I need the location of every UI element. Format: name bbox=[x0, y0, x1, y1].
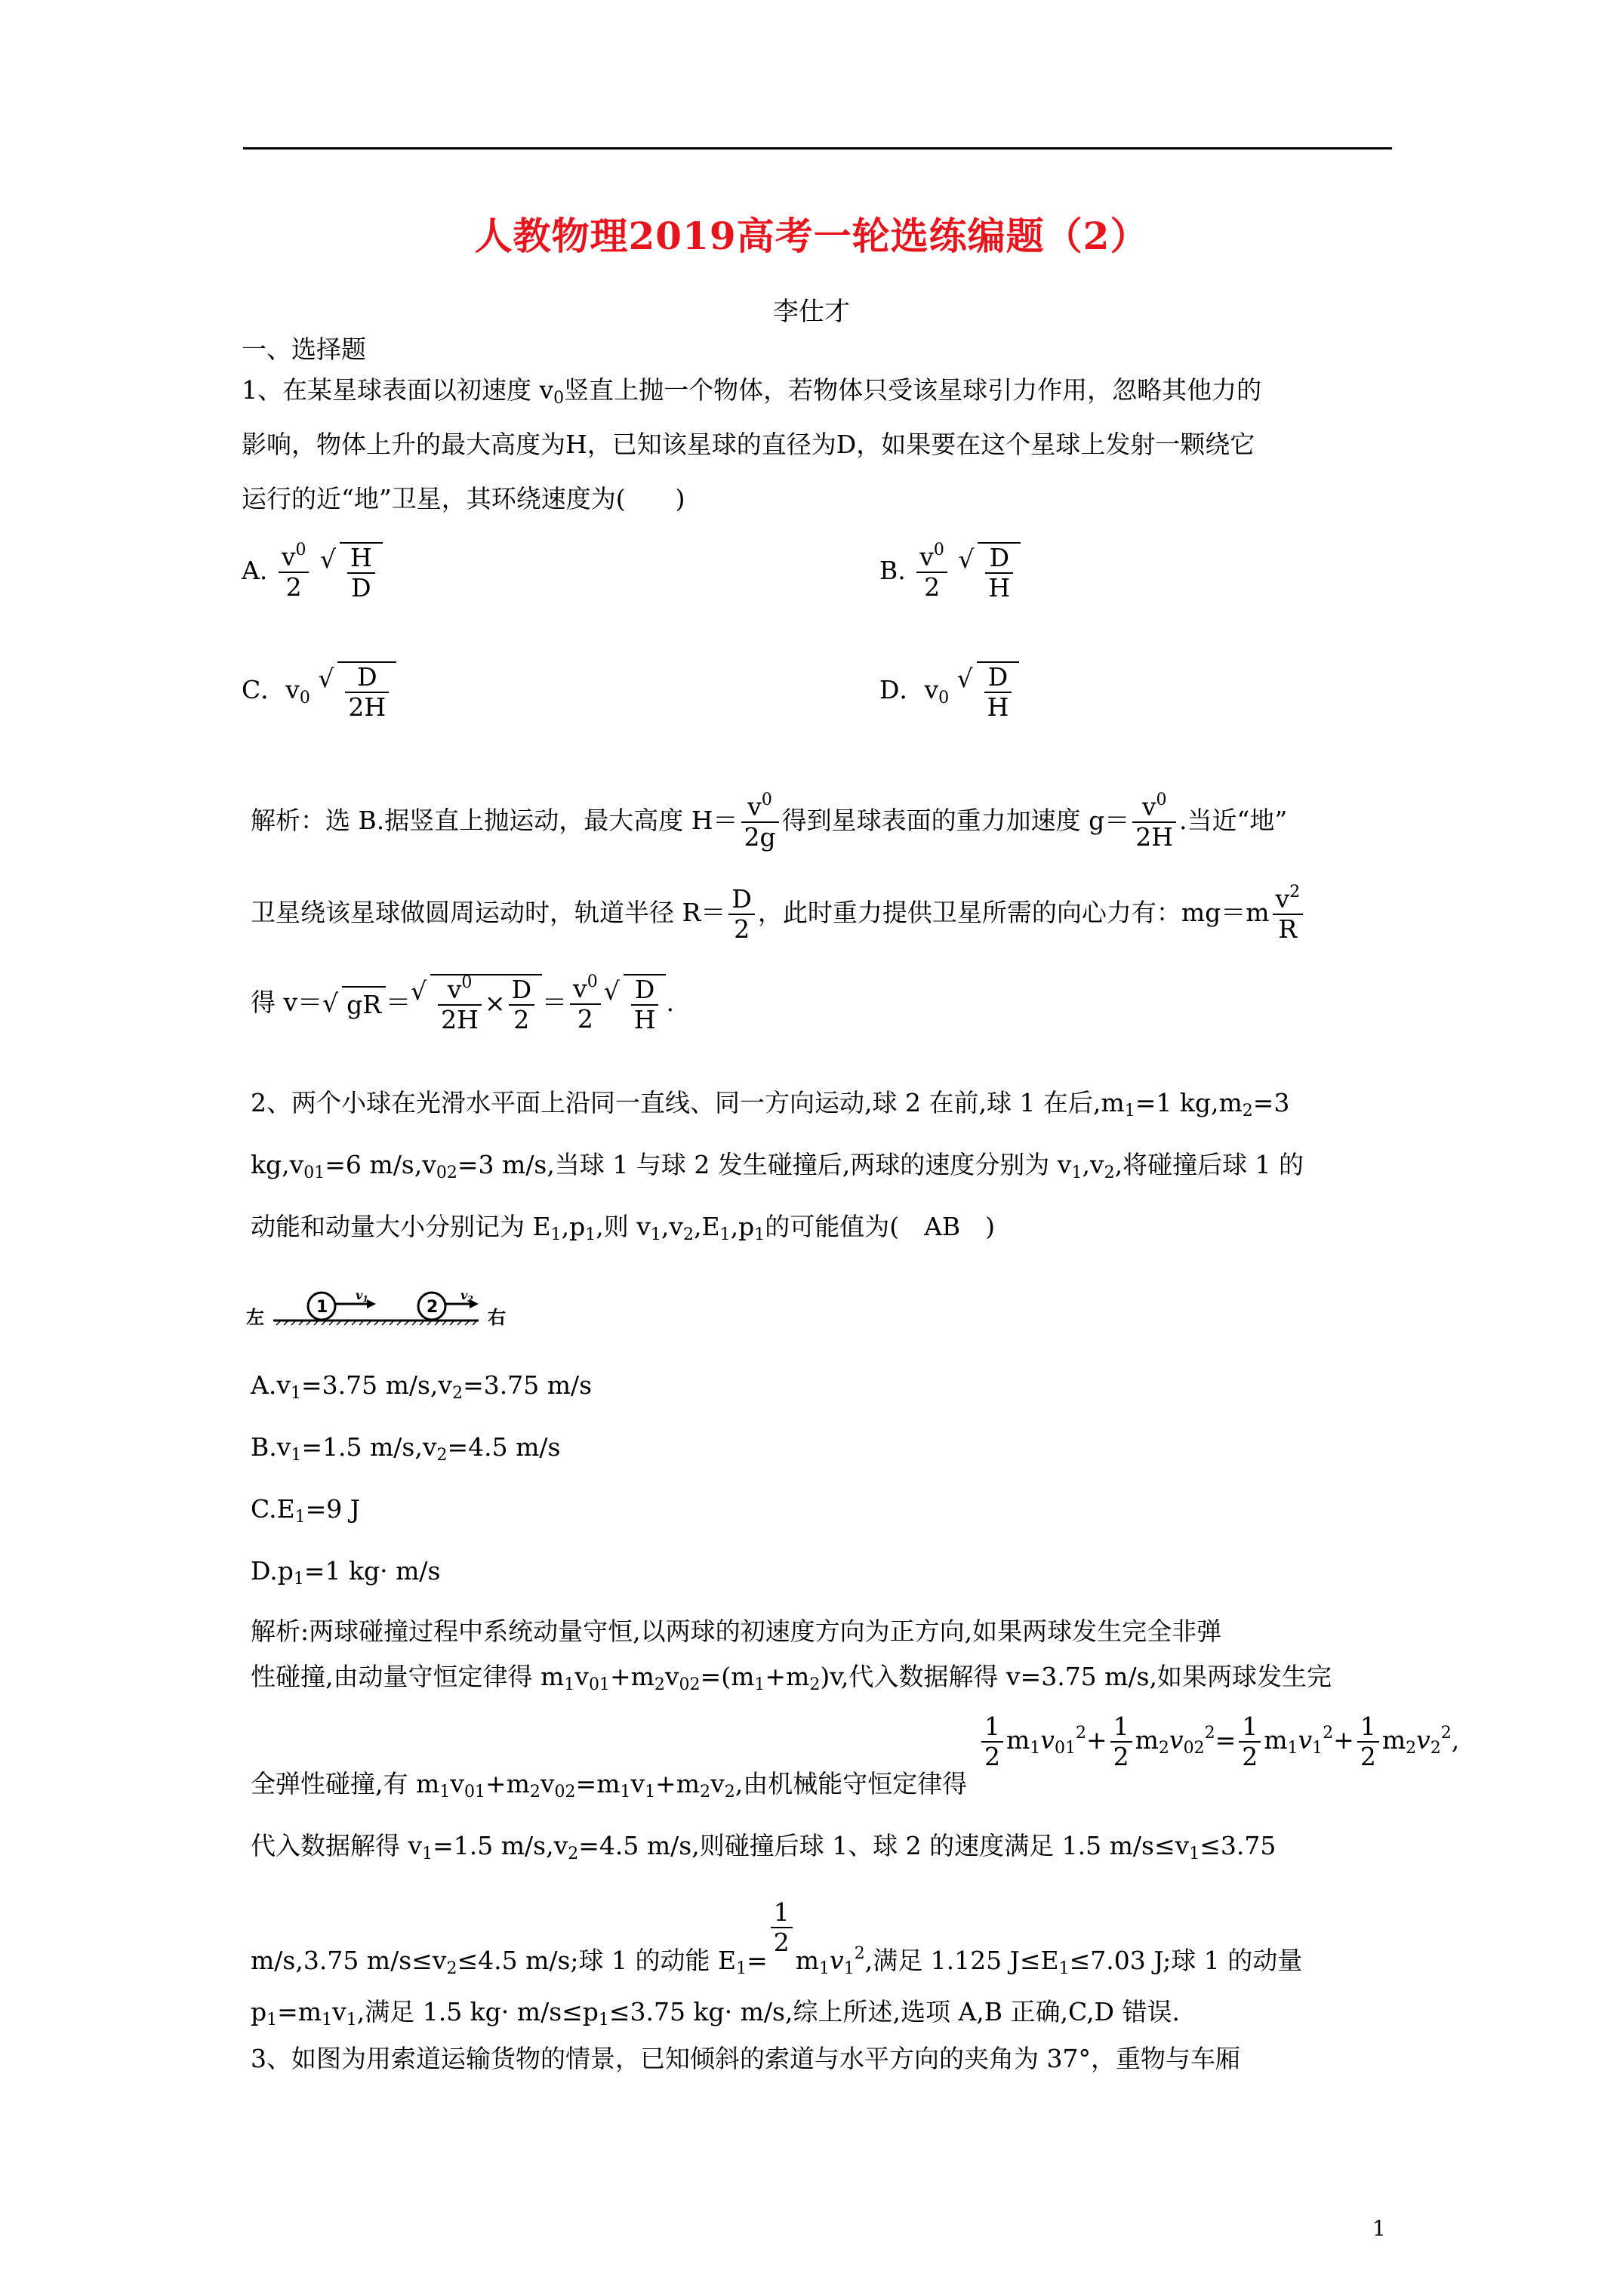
author: 李仕才 bbox=[773, 297, 850, 327]
q1-solution-1: 解析：选 B.据竖直上抛运动，最大高度 H＝ $\frac{v^0}{2g}$ 得到星球表面的重力加速度 g＝ $\frac{v^0}{2H}$ .当近“地” bbox=[251, 791, 1288, 852]
collision-diagram bbox=[246, 1287, 518, 1333]
q2-option-d: $D.p_1=1$ kg· m/s bbox=[251, 1556, 441, 1589]
q2-solution-2: 性碰撞,由动量守恒定律得 $m_1v_{01}+m_2v_{02}=(m_1+m_2)v$,代入数据解得 v=3.75 m/s,如果两球发生完 bbox=[251, 1662, 1332, 1694]
q2-option-b: $B.v_1=1.5$ $m/s,v_2=4.5$ m/s bbox=[251, 1432, 561, 1465]
q1-solution-2: 卫星绕该星球做圆周运动时，轨道半径 R＝ $\frac{D}{2}$ ，此时重力提供卫星所需的向心力有：mg＝m $\frac{v^2}{R}$ bbox=[251, 885, 1306, 944]
q1-solution-3: 得 v＝ √ gR ＝ √ $\frac{v^0}{2H}$ × $\frac{D}{2}$ ＝ $\frac{v^0}{2}$ √ $\frac{D}{H}$ . bbox=[251, 972, 674, 1034]
q2-option-a: $A.v_1=3.75$ $m/s,v_2=3.75$ m/s bbox=[251, 1370, 593, 1403]
section-heading: 一、选择题 bbox=[242, 334, 366, 364]
q2-solution-1: 解析:两球碰撞过程中系统动量守恒,以两球的初速度方向为正方向,如果两球发生完全非弹 bbox=[251, 1616, 1222, 1646]
ball-2-label: 2 bbox=[427, 1298, 439, 1317]
ball-1-label: 1 bbox=[316, 1298, 328, 1317]
q2-option-c: $C.E_1=9$ J bbox=[251, 1494, 361, 1527]
q1-option-a: A. $\frac{v^0}{2}$ √ $\frac{H}{D}$ bbox=[242, 542, 383, 603]
q3-line1: 3、如图为用索道运输货物的情景，已知倾斜的索道与水平方向的夹角为 37°，重物与车厢 bbox=[251, 2044, 1240, 2073]
q2-solution-4: 代入数据解得 $v_1=1.5$ $m/s,v_2=4.5$ m/s,则碰撞后球 1、球 2 的速度满足 1.5 $m/s\le v_1\le 3.75$ bbox=[251, 1831, 1277, 1863]
v1-label: v1 bbox=[356, 1288, 368, 1304]
q2-line2: $kg,v_{01}=6$ $m/s,v_{02}=3$ m/s,当球 1 与球 2 发生碰撞后,两球的速度分别为 $v_1,v_2$,将碰撞后球 1 的 bbox=[251, 1150, 1304, 1182]
q1-line3: 运行的近“地”卫星，其环绕速度为( ) bbox=[242, 484, 685, 513]
q2-energy-equation: $\frac{1}{2}$ $m_1v_{01}^2+$ $\frac{1}{2}$ $m_2v_{02}^2=$ $\frac{1}{2}$ $m_1v_1^2+$ $\frac{1}{2}$ $m_2v_2^2$, bbox=[978, 1712, 1459, 1771]
page-number: 1 bbox=[1372, 2216, 1386, 2241]
q1-option-d: D．$v_0$ √ $\frac{D}{H}$ bbox=[879, 661, 1019, 722]
q2-solution-6: $p_1=m_1v_1$,满足 1.5 $kg\cdot m/s\le p_1\le 3.75$ kg· m/s,综上所述,选项 A,B 正确,C,D 错误. bbox=[251, 1997, 1180, 2029]
header-rule bbox=[243, 147, 1392, 149]
q2-solution-5: m/s,3.75 $m/s\le v_2\le 4.5$ m/s;球 1 的动能 $E_1=$ $\frac{1}{2}$ $m_1v_1^2$,满足 1.125 $J\le E_1\le 7.03$ J;球 1 的动量 bbox=[251, 1897, 1303, 1978]
diagram-left-label: 左 bbox=[246, 1307, 264, 1328]
q2-line1: 2、两个小球在光滑水平面上沿同一直线、同一方向运动,球 2 在前,球 1 在后$,m_1=1$ $kg,m_2=3$ bbox=[251, 1088, 1290, 1120]
q1-option-c: C．$v_0$ √ $\frac{D}{2H}$ bbox=[242, 661, 396, 722]
page-title: 人教物理2019高考一轮选练编题（2） bbox=[474, 214, 1149, 258]
q2-solution-3: 全弹性碰撞,有 $m_1v_{01}+m_2v_{02}=m_1v_1+m_2v_2$,由机械能守恒定律得 bbox=[251, 1769, 968, 1801]
diagram-right-label: 右 bbox=[488, 1307, 506, 1328]
q2-line3: 动能和动量大小分别记为 $E_1,p_1$,则 $v_1,v_2,E_1,p_1$的可能值为( AB ) bbox=[251, 1212, 996, 1244]
v2-label: v2 bbox=[460, 1288, 473, 1304]
q1-option-b: B. $\frac{v^0}{2}$ √ $\frac{D}{H}$ bbox=[879, 542, 1021, 603]
q1-line1: 1、在某星球表面以初速度 $v_0$竖直上抛一个物体，若物体只受该星球引力作用，忽略其他力的 bbox=[242, 375, 1262, 408]
q1-line2: 影响，物体上升的最大高度为H，已知该星球的直径为D，如果要在这个星球上发射一颗绕它 bbox=[242, 430, 1255, 459]
